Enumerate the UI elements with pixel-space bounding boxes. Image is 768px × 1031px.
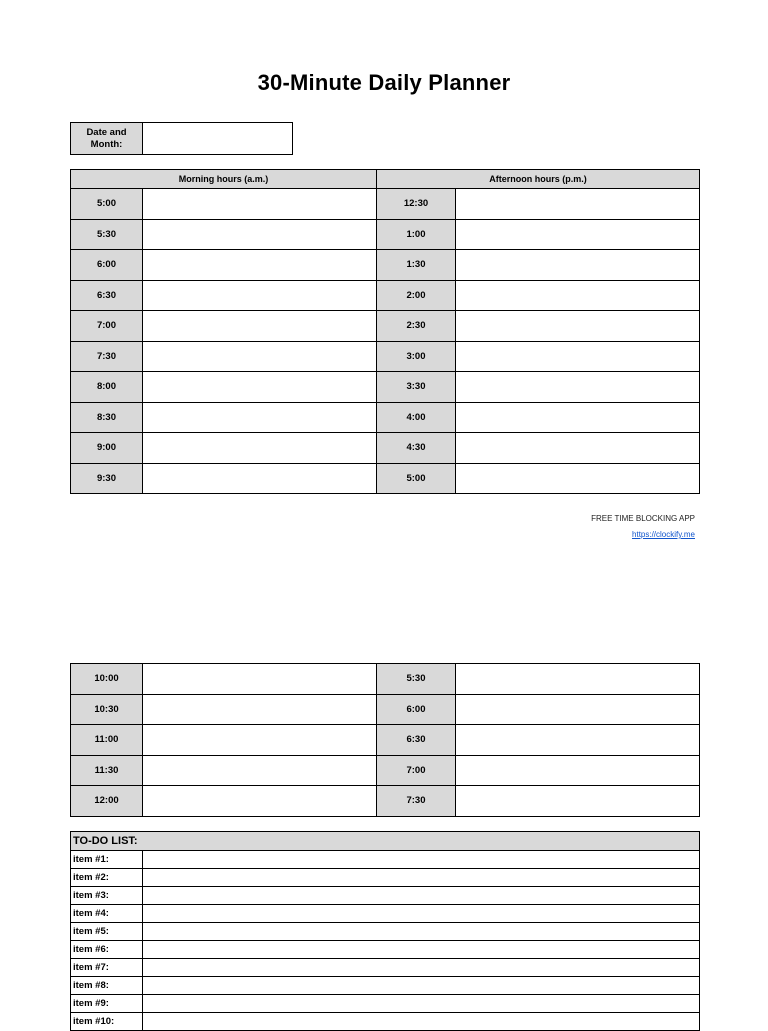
date-table — [70, 122, 293, 155]
todo-item-field[interactable] — [143, 995, 700, 1013]
afternoon-entry[interactable] — [456, 402, 700, 433]
morning-time: 9:30 — [71, 463, 143, 494]
free-app-label: FREE TIME BLOCKING APP — [591, 514, 695, 523]
afternoon-header: Afternoon hours (p.m.) — [377, 170, 700, 189]
schedule-row — [71, 341, 700, 372]
afternoon-entry[interactable] — [456, 311, 700, 342]
afternoon-entry[interactable] — [456, 250, 700, 281]
morning-time: 6:30 — [71, 280, 143, 311]
date-field[interactable] — [143, 123, 293, 155]
todo-item-field[interactable] — [143, 1013, 700, 1031]
schedule-row — [71, 372, 700, 403]
morning-time: 7:30 — [71, 341, 143, 372]
afternoon-entry[interactable] — [456, 786, 700, 817]
todo-item-field[interactable] — [143, 977, 700, 995]
todo-item-row — [71, 977, 700, 995]
todo-item-label: item #6: — [71, 941, 143, 959]
morning-time: 8:00 — [71, 372, 143, 403]
afternoon-time: 4:00 — [377, 402, 456, 433]
schedule-row — [71, 250, 700, 281]
morning-header: Morning hours (a.m.) — [71, 170, 377, 189]
morning-entry[interactable] — [143, 189, 377, 220]
clockify-link[interactable]: https://clockify.me — [632, 530, 695, 539]
morning-time: 8:30 — [71, 402, 143, 433]
schedule-row — [71, 463, 700, 494]
afternoon-entry[interactable] — [456, 189, 700, 220]
todo-item-label: item #2: — [71, 869, 143, 887]
todo-item-field[interactable] — [143, 887, 700, 905]
afternoon-entry[interactable] — [456, 433, 700, 464]
morning-entry[interactable] — [143, 372, 377, 403]
todo-item-field[interactable] — [143, 869, 700, 887]
afternoon-time: 2:00 — [377, 280, 456, 311]
morning-entry[interactable] — [143, 280, 377, 311]
morning-entry[interactable] — [143, 341, 377, 372]
afternoon-time: 1:00 — [377, 219, 456, 250]
schedule-row — [71, 694, 700, 725]
schedule-row — [71, 755, 700, 786]
todo-item-row — [71, 887, 700, 905]
morning-time: 10:00 — [71, 664, 143, 695]
schedule-row — [71, 786, 700, 817]
morning-entry[interactable] — [143, 219, 377, 250]
todo-item-row — [71, 923, 700, 941]
schedule-row — [71, 433, 700, 464]
todo-item-field[interactable] — [143, 851, 700, 869]
todo-item-label: item #1: — [71, 851, 143, 869]
afternoon-time: 4:30 — [377, 433, 456, 464]
todo-item-label: item #4: — [71, 905, 143, 923]
schedule-row — [71, 189, 700, 220]
schedule-table-top — [70, 169, 700, 494]
todo-item-row — [71, 1013, 700, 1031]
todo-item-label: item #5: — [71, 923, 143, 941]
todo-item-field[interactable] — [143, 959, 700, 977]
schedule-row — [71, 725, 700, 756]
afternoon-time: 5:30 — [377, 664, 456, 695]
morning-time: 11:00 — [71, 725, 143, 756]
morning-entry[interactable] — [143, 664, 377, 695]
todo-item-label: item #7: — [71, 959, 143, 977]
afternoon-entry[interactable] — [456, 755, 700, 786]
morning-time: 6:00 — [71, 250, 143, 281]
date-label: Date and Month: — [71, 123, 143, 155]
todo-item-row — [71, 995, 700, 1013]
morning-entry[interactable] — [143, 755, 377, 786]
morning-entry[interactable] — [143, 725, 377, 756]
afternoon-time: 3:30 — [377, 372, 456, 403]
morning-time: 9:00 — [71, 433, 143, 464]
morning-time: 5:00 — [71, 189, 143, 220]
afternoon-time: 1:30 — [377, 250, 456, 281]
afternoon-time: 7:00 — [377, 755, 456, 786]
morning-entry[interactable] — [143, 250, 377, 281]
todo-item-row — [71, 941, 700, 959]
morning-time: 11:30 — [71, 755, 143, 786]
afternoon-entry[interactable] — [456, 664, 700, 695]
afternoon-entry[interactable] — [456, 463, 700, 494]
schedule-row — [71, 311, 700, 342]
afternoon-entry[interactable] — [456, 219, 700, 250]
page-title: 30-Minute Daily Planner — [257, 70, 511, 95]
morning-time: 10:30 — [71, 694, 143, 725]
todo-item-field[interactable] — [143, 923, 700, 941]
todo-item-label: item #8: — [71, 977, 143, 995]
schedule-table-bottom — [70, 663, 700, 817]
afternoon-time: 3:00 — [377, 341, 456, 372]
morning-time: 7:00 — [71, 311, 143, 342]
morning-entry[interactable] — [143, 433, 377, 464]
afternoon-time: 5:00 — [377, 463, 456, 494]
todo-list — [70, 831, 700, 1031]
schedule-row — [71, 664, 700, 695]
afternoon-entry[interactable] — [456, 280, 700, 311]
afternoon-time: 6:00 — [377, 694, 456, 725]
todo-item-row — [71, 959, 700, 977]
afternoon-time: 2:30 — [377, 311, 456, 342]
todo-item-label: item #10: — [71, 1013, 143, 1031]
todo-item-field[interactable] — [143, 905, 700, 923]
todo-item-field[interactable] — [143, 941, 700, 959]
afternoon-entry[interactable] — [456, 725, 700, 756]
schedule-row — [71, 280, 700, 311]
afternoon-time: 7:30 — [377, 786, 456, 817]
todo-item-row — [71, 851, 700, 869]
schedule-row — [71, 402, 700, 433]
afternoon-entry[interactable] — [456, 372, 700, 403]
morning-time: 12:00 — [71, 786, 143, 817]
afternoon-entry[interactable] — [456, 694, 700, 725]
todo-item-row — [71, 869, 700, 887]
afternoon-time: 12:30 — [377, 189, 456, 220]
todo-item-label: item #9: — [71, 995, 143, 1013]
todo-item-label: item #3: — [71, 887, 143, 905]
morning-entry[interactable] — [143, 463, 377, 494]
todo-item-row — [71, 905, 700, 923]
morning-entry[interactable] — [143, 402, 377, 433]
afternoon-time: 6:30 — [377, 725, 456, 756]
schedule-row — [71, 219, 700, 250]
morning-entry[interactable] — [143, 694, 377, 725]
morning-time: 5:30 — [71, 219, 143, 250]
morning-entry[interactable] — [143, 786, 377, 817]
todo-header: TO-DO LIST: — [71, 832, 700, 851]
afternoon-entry[interactable] — [456, 341, 700, 372]
morning-entry[interactable] — [143, 311, 377, 342]
